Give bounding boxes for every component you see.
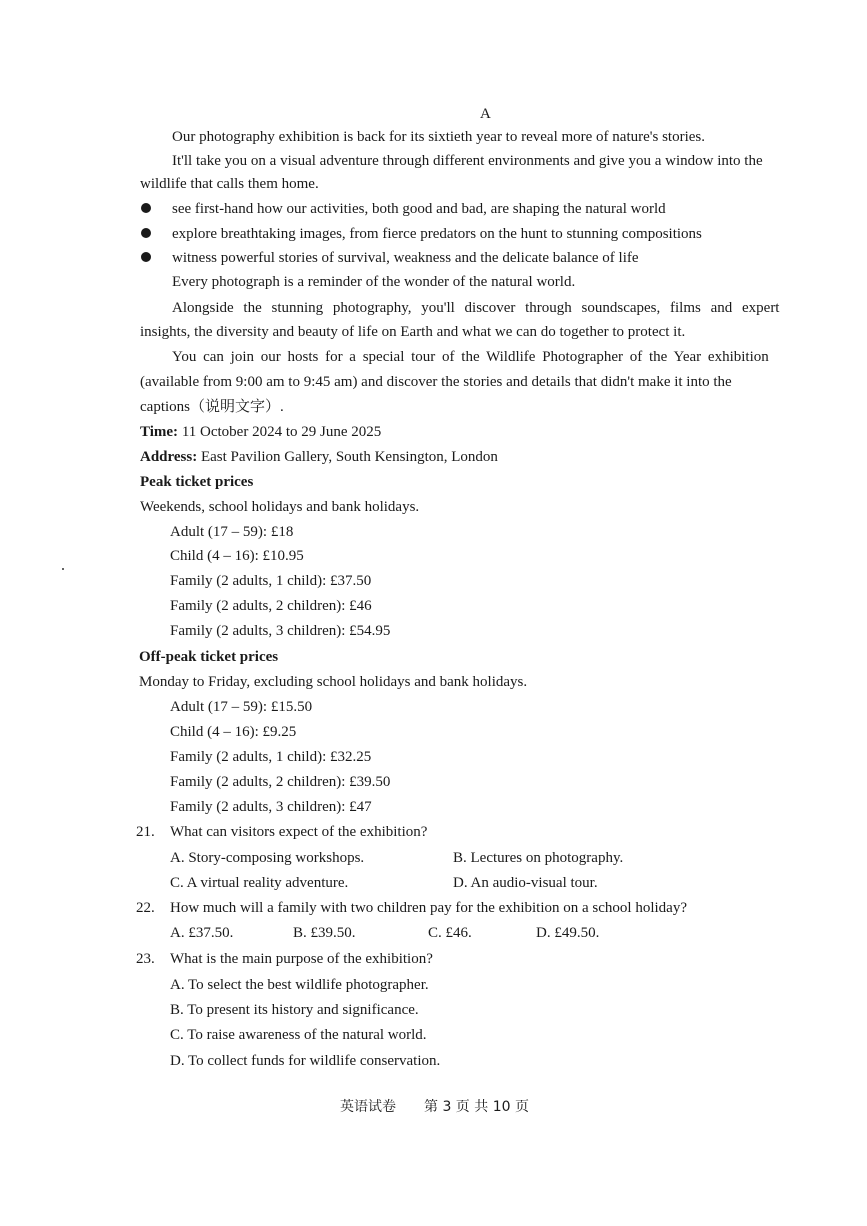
offpeak-price-item: Child (4 – 16): £9.25	[170, 724, 297, 740]
passage-heading: A	[480, 106, 491, 122]
paragraph-tour-line2: (available from 9:00 am to 9:45 am) and discover the stories and details that didn't make it into the	[140, 374, 732, 390]
peak-price-item: Family (2 adults, 2 children): £46	[170, 598, 372, 614]
question-23-option-b: B. To present its history and significance.	[170, 1002, 419, 1018]
question-21-number: 21.	[136, 824, 155, 840]
question-23-option-d: D. To collect funds for wildlife conservation.	[170, 1053, 441, 1069]
paragraph-adventure-line1: It'll take you on a visual adventure through different environments and give you a window into the	[172, 153, 763, 169]
paragraph-alongside-line1: Alongside the stunning photography, you'll discover through soundscapes, films and expert	[172, 300, 780, 316]
question-22-option-b: B. £39.50.	[293, 925, 356, 941]
bullet-icon	[141, 228, 151, 238]
bullet-icon	[141, 203, 151, 213]
address-value: East Pavilion Gallery, South Kensington, London	[197, 449, 498, 465]
time-row	[140, 422, 381, 442]
offpeak-description: Monday to Friday, excluding school holidays and bank holidays.	[139, 674, 528, 690]
address-row	[140, 447, 498, 467]
bullet-item: see first-hand how our activities, both good and bad, are shaping the natural world	[172, 201, 666, 217]
question-21-option-d: D. An audio-visual tour.	[453, 875, 598, 891]
question-22-text: How much will a family with two children pay for the exhibition on a school holiday?	[170, 900, 687, 916]
question-21-option-a: A. Story-composing workshops.	[170, 850, 365, 866]
page-footer: 英语试卷 第 3 页 共 10 页	[340, 1099, 529, 1115]
bullet-icon	[141, 252, 151, 262]
question-23-text: What is the main purpose of the exhibition?	[170, 951, 433, 967]
bullet-item: explore breathtaking images, from fierce predators on the hunt to stunning compositions	[172, 226, 702, 242]
peak-price-item: Child (4 – 16): £10.95	[170, 548, 304, 564]
question-22-option-a: A. £37.50.	[170, 925, 234, 941]
time-label: Time:	[140, 424, 179, 440]
question-23-option-a: A. To select the best wildlife photographer.	[170, 977, 429, 993]
address-label: Address:	[140, 449, 198, 465]
peak-price-item: Adult (17 – 59): £18	[170, 524, 294, 540]
question-22-option-c: C. £46.	[428, 925, 472, 941]
offpeak-price-item: Family (2 adults, 2 children): £39.50	[170, 774, 391, 790]
paragraph-alongside-line2: insights, the diversity and beauty of life on Earth and what we can do together to protect it.	[140, 324, 686, 340]
question-23-option-c: C. To raise awareness of the natural world.	[170, 1027, 427, 1043]
offpeak-heading: Off-peak ticket prices	[139, 649, 279, 665]
offpeak-price-item: Family (2 adults, 3 children): £47	[170, 799, 372, 815]
peak-price-item: Family (2 adults, 1 child): £37.50	[170, 573, 372, 589]
question-21-option-c: C. A virtual reality adventure.	[170, 875, 349, 891]
question-23-number: 23.	[136, 951, 155, 967]
peak-price-item: Family (2 adults, 3 children): £54.95	[170, 623, 391, 639]
paragraph-intro: Our photography exhibition is back for its sixtieth year to reveal more of nature's stories.	[172, 129, 705, 145]
scan-speck	[62, 568, 64, 570]
question-22-option-d: D. £49.50.	[536, 925, 600, 941]
paragraph-adventure-line2: wildlife that calls them home.	[140, 176, 319, 192]
peak-heading: Peak ticket prices	[140, 474, 254, 490]
peak-description: Weekends, school holidays and bank holidays.	[140, 499, 420, 515]
paragraph-tour-line3: captions（说明文字）.	[140, 399, 284, 415]
question-22-number: 22.	[136, 900, 155, 916]
paragraph-tour-line1: You can join our hosts for a special tour of the Wildlife Photographer of the Year exhibition	[172, 349, 769, 365]
paragraph-reminder: Every photograph is a reminder of the wonder of the natural world.	[172, 274, 576, 290]
offpeak-price-item: Adult (17 – 59): £15.50	[170, 699, 313, 715]
time-value: 11 October 2024 to 29 June 2025	[178, 424, 382, 440]
bullet-item: witness powerful stories of survival, weakness and the delicate balance of life	[172, 250, 639, 266]
offpeak-price-item: Family (2 adults, 1 child): £32.25	[170, 749, 372, 765]
question-21-option-b: B. Lectures on photography.	[453, 850, 624, 866]
question-21-text: What can visitors expect of the exhibition?	[170, 824, 428, 840]
